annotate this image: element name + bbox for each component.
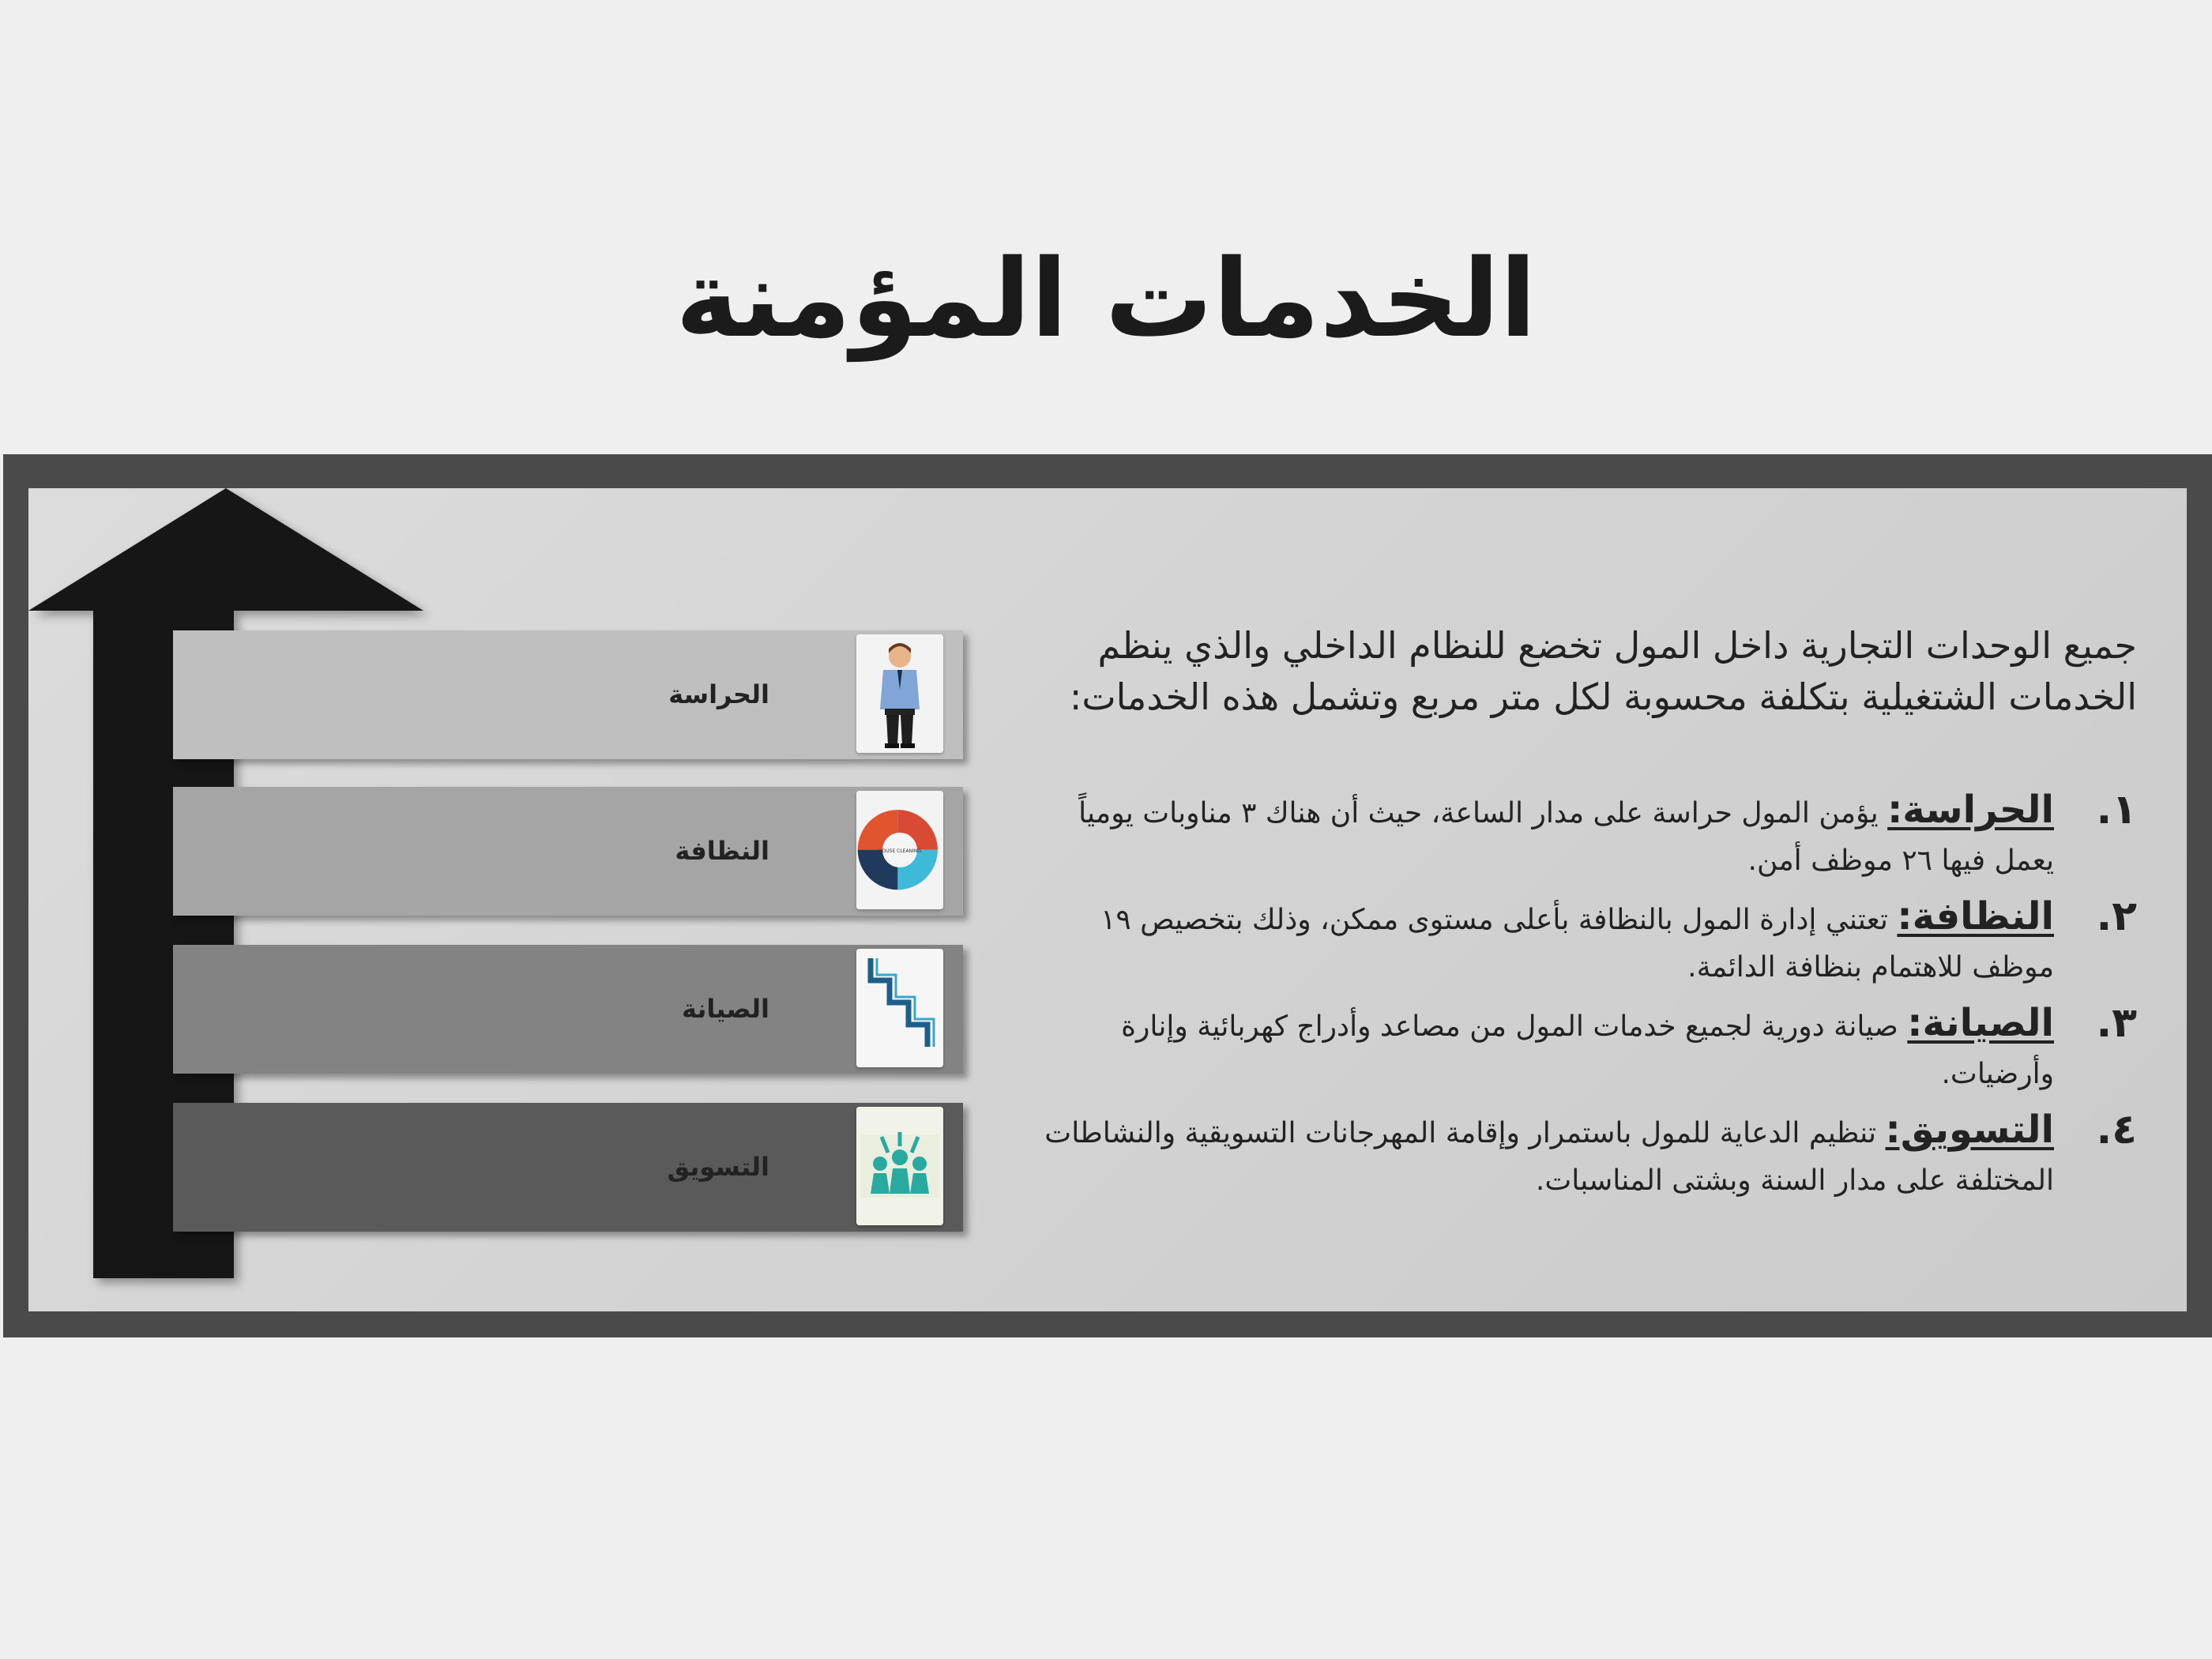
service-number: ٢. [2096, 893, 2137, 940]
band-label-maintenance: الصيانة [681, 994, 769, 1024]
service-item-security [1011, 786, 2137, 885]
marketing-crowd-icon [856, 1107, 943, 1225]
service-text: صيانة دورية لجميع خدمات المول من مصاعد وأدراج كهربائية وإنارة وأرضيات. [1121, 1010, 2054, 1090]
security-guard-icon [856, 634, 943, 753]
band-maintenance [173, 945, 963, 1074]
band-security [173, 630, 963, 759]
service-text: تعتني إدارة المول بالنظافة بأعلى مستوى ممكن، وذلك بتخصيص ١٩ موظف للاهتمام بنظافة الدائمة. [1100, 904, 2054, 984]
service-item-marketing [1011, 1106, 2137, 1205]
maintenance-steps-icon [856, 949, 943, 1067]
service-number: ٣. [2096, 999, 2137, 1047]
intro-paragraph: جميع الوحدات التجارية داخل المول تخضع للنظام الداخلي والذي ينظم الخدمات الشتغيلية بتكلفة محسوبة لكل متر مربع وتشمل هذه الخدمات: [1069, 624, 2137, 718]
service-name: الحراسة: [1887, 788, 2054, 832]
cleaning-icon-text: HOUSE CLEANING [878, 848, 921, 854]
band-cleaning [173, 787, 963, 916]
service-text: يؤمن المول حراسة على مدار الساعة، حيث أن هناك ٣ مناوبات يومياً يعمل فيها ٢٦ موظف أمن. [1078, 797, 2054, 877]
service-number: ٤. [2096, 1106, 2137, 1153]
service-name: النظافة: [1897, 894, 2054, 939]
page-title: الخدمات المؤمنة [675, 237, 1537, 362]
service-item-maintenance [1011, 999, 2137, 1098]
band-label-security: الحراسة [668, 679, 769, 709]
service-item-cleaning [1011, 893, 2137, 991]
house-cleaning-icon [856, 791, 943, 909]
service-name: التسويق: [1885, 1108, 2054, 1152]
band-label-marketing: التسويق [667, 1152, 769, 1182]
services-list [1011, 786, 2137, 1213]
service-text: تنظيم الدعاية للمول باستمرار وإقامة المهرجانات التسويقية والنشاطات المختلفة على مدار السنة وبشتى المناسبات. [1044, 1117, 2054, 1197]
service-number: ١. [2096, 786, 2137, 833]
service-name: الصيانة: [1907, 1001, 2054, 1045]
band-label-cleaning: النظافة [675, 836, 769, 866]
band-marketing [173, 1103, 963, 1232]
